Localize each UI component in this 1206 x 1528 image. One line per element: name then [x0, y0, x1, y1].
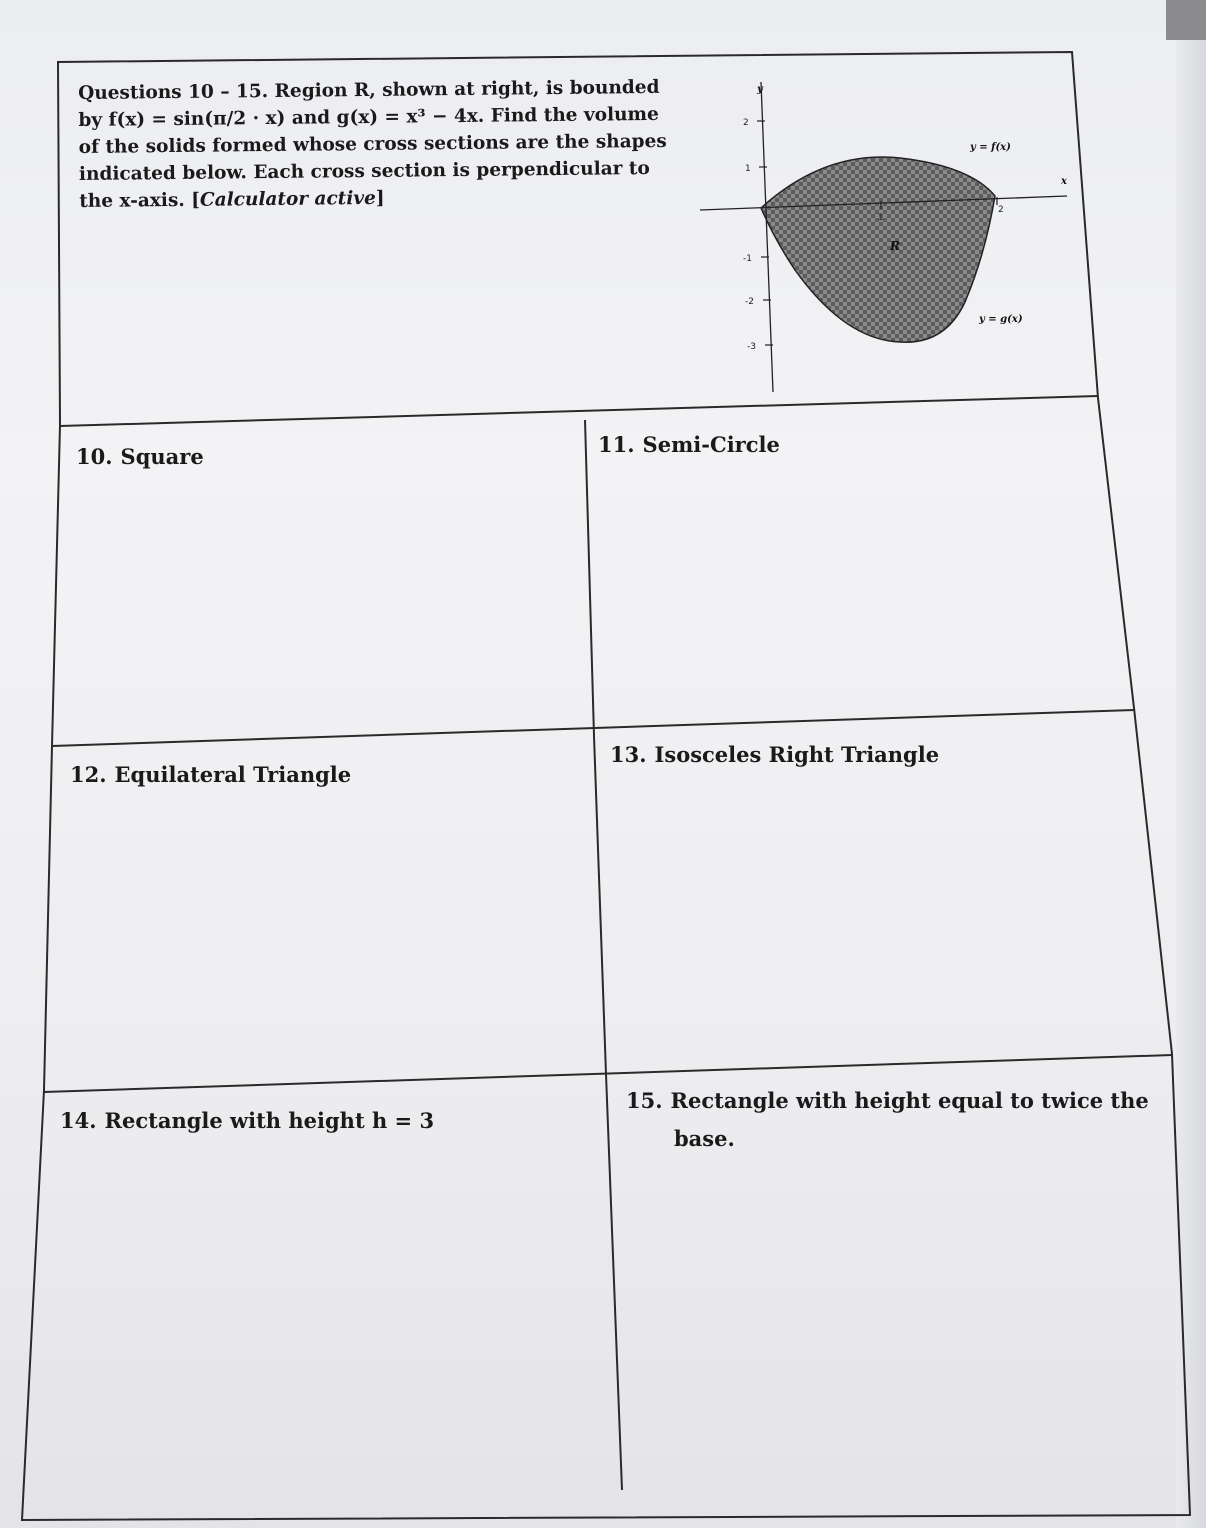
- question-label: Isosceles Right Triangle: [654, 742, 940, 767]
- question-11: [598, 432, 780, 457]
- question-12: [70, 762, 351, 787]
- question-number: 13.: [610, 742, 647, 767]
- calculator-note: Calculator active: [199, 187, 376, 211]
- question-label: Square: [120, 444, 204, 469]
- intro-line-3: of the solids formed whose cross sections are the shapes: [78, 130, 667, 158]
- region-label: R: [890, 239, 900, 253]
- y-tick-2: 2: [743, 118, 749, 128]
- instructions-paragraph: Questions 10 – 15. Region R, shown at right, is bounded by f(x) = sin(π/2 · x) and g(x) = x³ − 4x. Find the volume of the solids formed whose cross sections are the shapes indicated below. Each cross section is perpendicular to the x-axis. [Calculator active]: [78, 76, 667, 212]
- question-15: [626, 1082, 1149, 1158]
- region-graph: [695, 70, 1085, 400]
- y-tick-1: 1: [745, 164, 751, 174]
- question-number: 11.: [598, 432, 635, 457]
- x-tick-1: 1: [878, 213, 884, 223]
- y-tick-neg2: -2: [745, 297, 754, 307]
- question-label: Equilateral Triangle: [114, 762, 352, 787]
- intro-line-2: by f(x) = sin(π/2 · x) and g(x) = x³ − 4x. Find the volume: [78, 103, 659, 131]
- shaded-region-r: [761, 157, 995, 342]
- questions-range: Questions 10 – 15.: [78, 81, 269, 104]
- y-axis-label: y: [757, 84, 763, 95]
- intro-line-1: Region R, shown at right, is bounded: [268, 76, 660, 103]
- x-tick-2: 2: [998, 205, 1004, 215]
- question-number: 10.: [76, 444, 113, 469]
- question-label-continued: base.: [674, 1126, 735, 1151]
- question-label: Semi-Circle: [642, 432, 780, 457]
- row-divider-1: [60, 396, 1098, 426]
- intro-line-4: indicated below. Each cross section is perpendicular to: [78, 158, 650, 185]
- column-divider: [585, 420, 622, 1490]
- question-number: 12.: [70, 762, 107, 787]
- question-number: 14.: [60, 1108, 97, 1133]
- g-curve-label: y = g(x): [979, 314, 1023, 325]
- y-tick-neg3: -3: [747, 342, 756, 352]
- question-number: 15.: [626, 1088, 663, 1113]
- question-14: [60, 1108, 434, 1133]
- f-curve-label: y = f(x): [970, 142, 1011, 153]
- question-13: [610, 742, 939, 767]
- x-axis-label: x: [1061, 176, 1067, 187]
- y-tick-neg1: -1: [743, 254, 752, 264]
- question-10: [76, 444, 204, 469]
- question-label: Rectangle with height h = 3: [104, 1108, 435, 1133]
- intro-line-5: the x-axis. [: [79, 189, 201, 212]
- question-label: Rectangle with height equal to twice the: [670, 1088, 1149, 1113]
